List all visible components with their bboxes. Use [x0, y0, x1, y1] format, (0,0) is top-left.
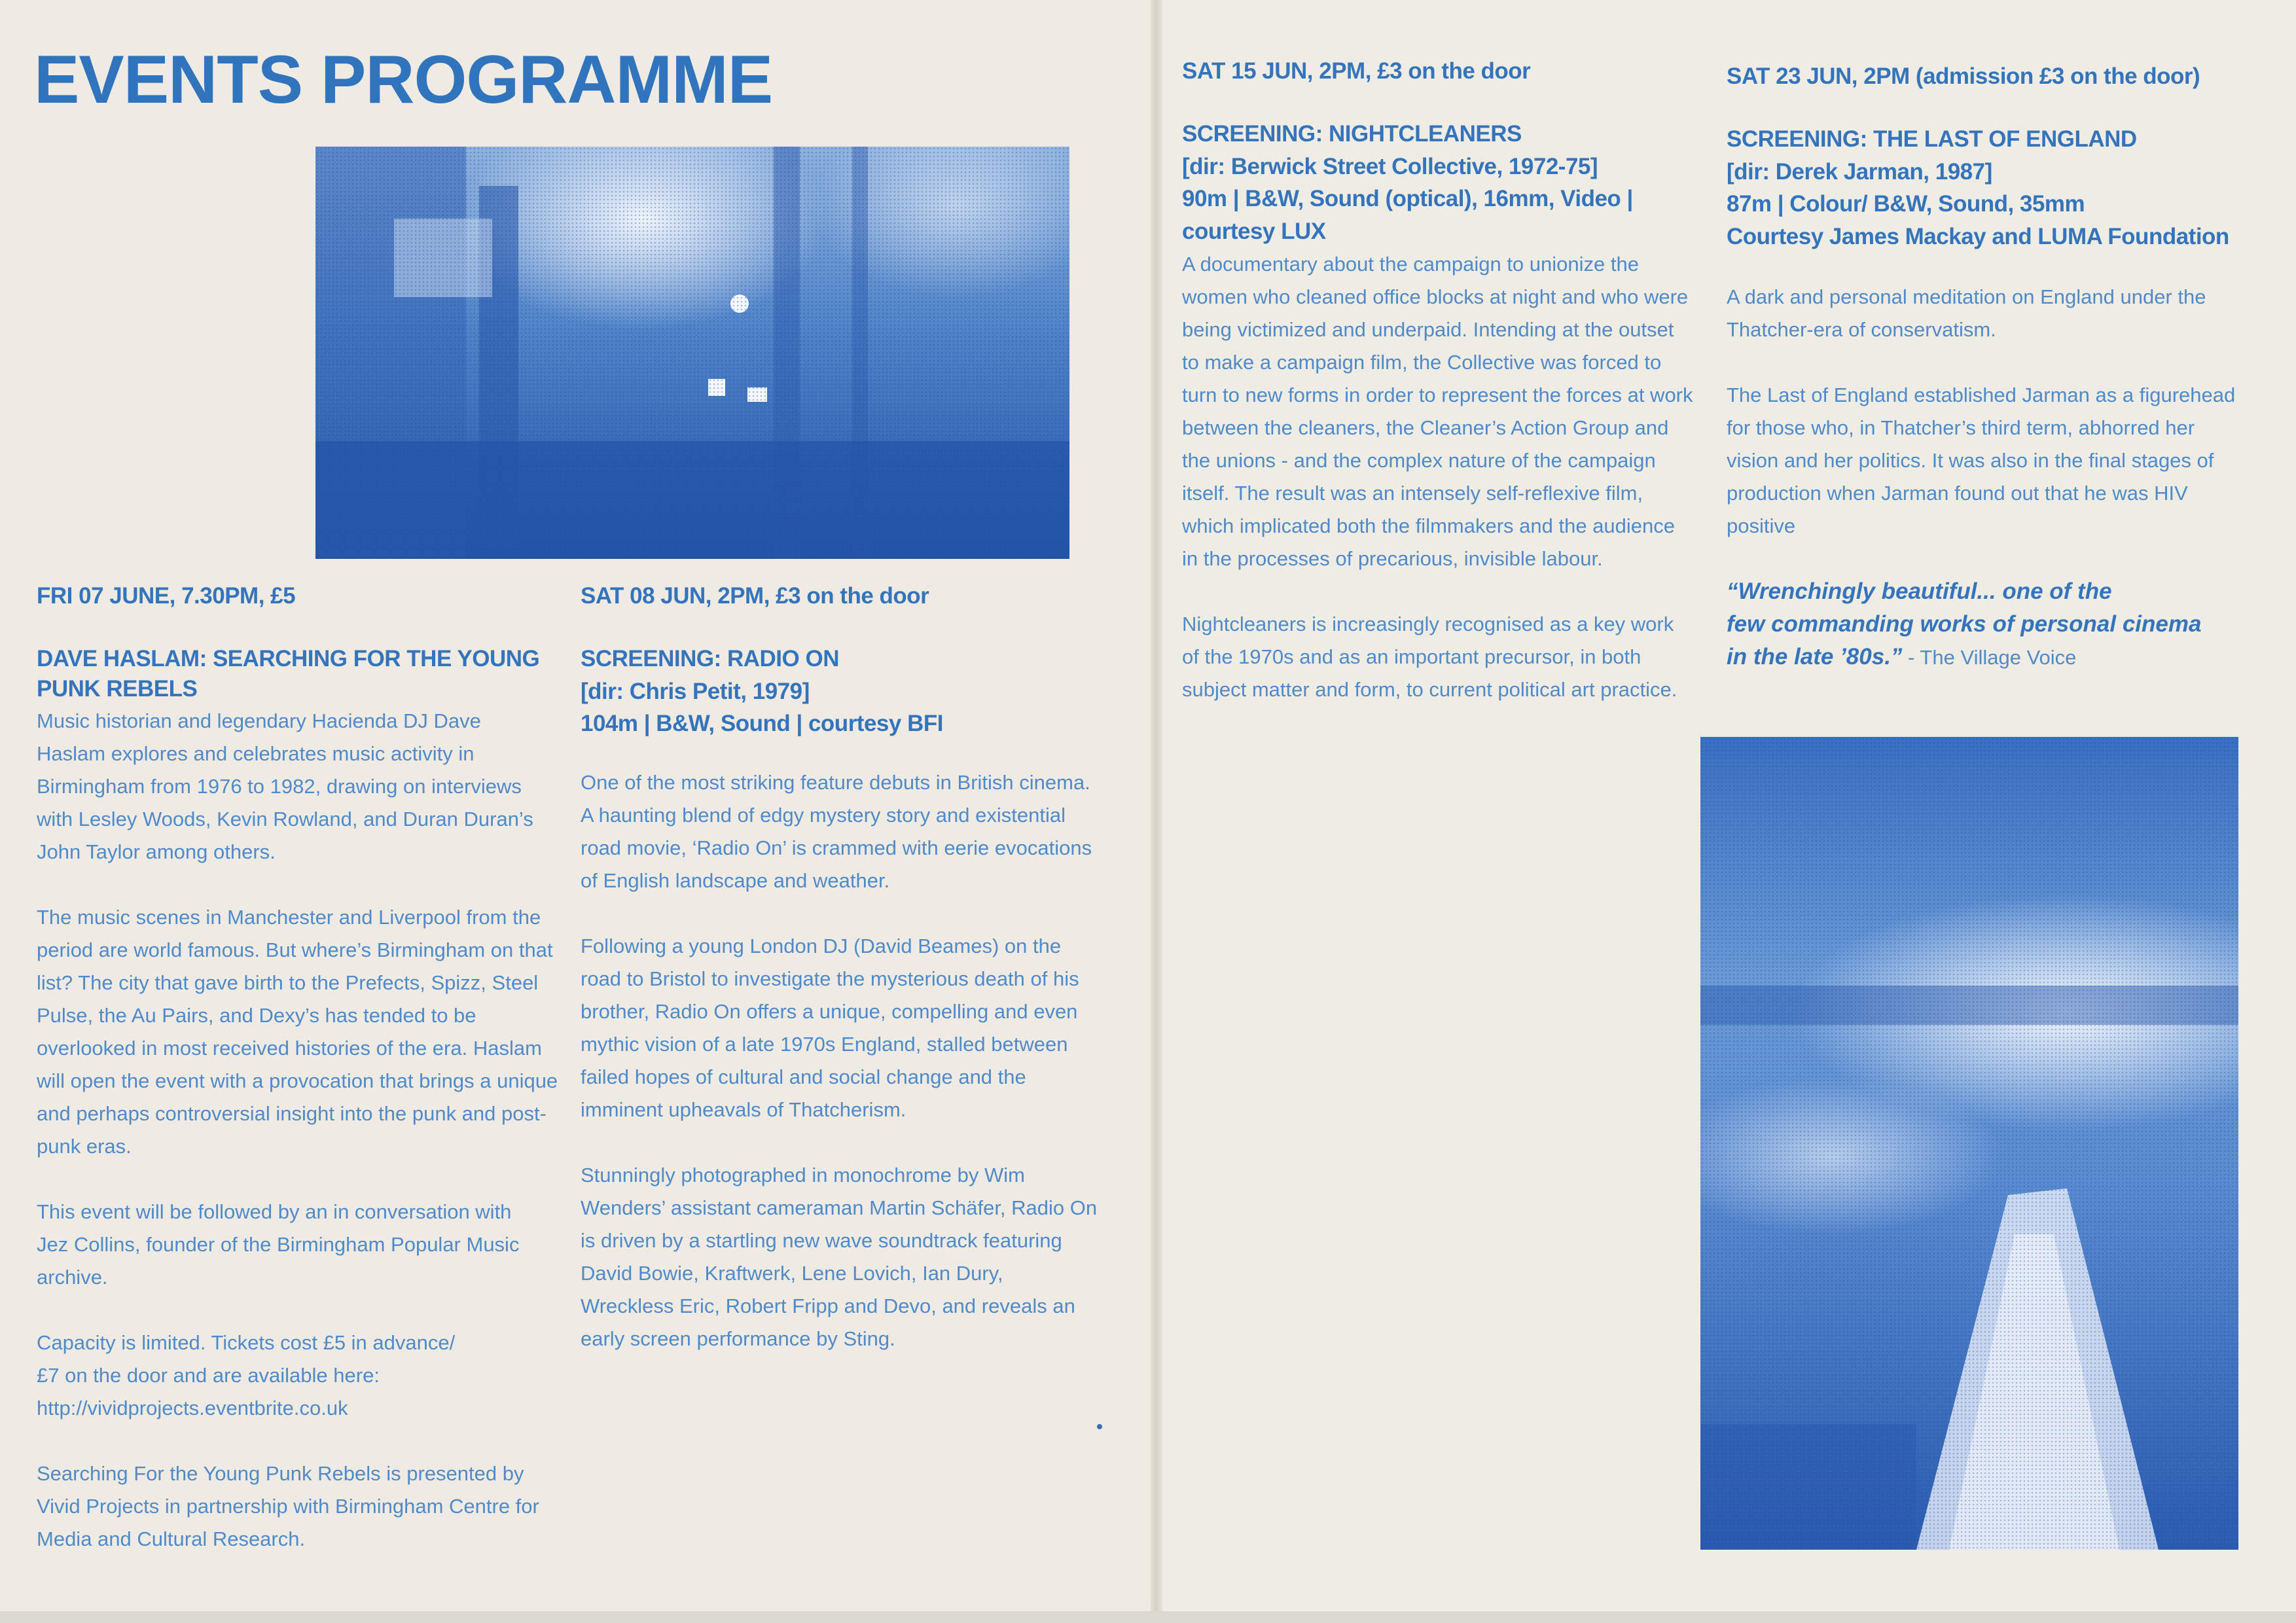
- ticket-info-line: Capacity is limited. Tickets cost £5 in advance/: [37, 1331, 456, 1355]
- ticket-url: http://vividprojects.eventbrite.co.uk: [37, 1397, 348, 1420]
- event-paragraph: Stunningly photographed in monochrome by Wim Wenders’ assistant cameraman Martin Schäfer, Radio On is driven by a startling new wave soundtrack featuring David Bowie, Kraftwerk, Lene Lovich, Ian Dury, Wreckless Eric, Robert Fripp and Devo, and reveals an early screen performance by Sting.: [581, 1164, 1098, 1351]
- event-paragraph: Following a young London DJ (David Beames) on the road to Bristol to investigate the mysterious death of his brother, Radio On offers a unique, compelling and even mythic vision of a late 1970s England, stalled between failed hopes of cultural and social change and the imminent upheavals of Thatcherism.: [581, 935, 1079, 1122]
- event-paragraph: One of the most striking feature debuts in British cinema. A haunting blend of edgy mystery story and existential road movie, ‘Radio On’ is crammed with eerie evocations of English landscape and weather.: [581, 771, 1092, 893]
- event-paragraph: Searching For the Young Punk Rebels is presented by Vivid Projects in partnership with Birmingham Centre for Media and Cultural Research.: [37, 1462, 539, 1551]
- event-heading: [1727, 123, 2263, 253]
- ticket-info-line: £7 on the door and are available here:: [37, 1364, 380, 1387]
- quote-line: few commanding works of personal cinema: [1727, 611, 2202, 637]
- last-of-england-still-photo: [1700, 737, 2238, 1550]
- event-date: SAT 15 JUN, 2PM, £3 on the door: [1182, 58, 1531, 84]
- film-details: 90m | B&W, Sound (optical), 16mm, Video |: [1182, 186, 1633, 212]
- event-paragraph: A dark and personal meditation on England under the Thatcher-era of conservatism.: [1727, 285, 2206, 341]
- event-heading: [1182, 118, 1699, 248]
- event-date: SAT 08 JUN, 2PM, £3 on the door: [581, 583, 929, 609]
- ticket-info: [37, 1327, 560, 1425]
- director-credit: [dir: Derek Jarman, 1987]: [1727, 158, 1992, 185]
- event-date: SAT 23 JUN, 2PM (admission £3 on the door): [1727, 63, 2200, 89]
- event-haslam: [37, 582, 560, 1556]
- event-paragraph: A documentary about the campaign to unionize the women who cleaned office blocks at night and who were being victimized and underpaid. Intending at the outset to make a campaign film, the Collective was forced to turn to new forms in order to represent the forces at work between the cleaners, the Cleaner’s Action Group and the unions - and the complex nature of the campaign itself. The result was an intensely self-reflexive film, which implicated both the filmmakers and the audience in the processes of precarious, invisible labour.: [1182, 252, 1693, 570]
- quote-source: - The Village Voice: [1902, 645, 2077, 669]
- event-paragraph: The music scenes in Manchester and Liverpool from the period are world famous. But where’s Birmingham on that list? The city that gave birth to the Prefects, Spizz, Steel Pulse, the Au Pairs, and Dexy’s has tended to be overlooked in most received histories of the era. Haslam will open the event with a provocation that brings a unique and perhaps controversial insight into the punk and post-punk eras.: [37, 906, 558, 1158]
- radio-on-still-photo: [315, 147, 1069, 559]
- event-nightcleaners: [1182, 58, 1699, 706]
- event-paragraph: This event will be followed by an in conversation with Jez Collins, founder of the Birmingham Popular Music archive.: [37, 1200, 520, 1289]
- event-title-line: PUNK REBELS: [37, 675, 198, 702]
- event-last-of-england: [1727, 63, 2263, 674]
- event-title-line: DAVE HASLAM: SEARCHING FOR THE YOUNG: [37, 646, 540, 671]
- scan-edge: [0, 1611, 2296, 1623]
- event-radio-on: [581, 582, 1104, 1355]
- film-details: 104m | B&W, Sound | courtesy BFI: [581, 711, 943, 737]
- screening-title: SCREENING: NIGHTCLEANERS: [1182, 121, 1522, 147]
- screening-title: SCREENING: THE LAST OF ENGLAND: [1727, 126, 2137, 152]
- event-heading: [581, 643, 1104, 740]
- director-credit: [dir: Chris Petit, 1979]: [581, 678, 810, 704]
- director-credit: [dir: Berwick Street Collective, 1972-75]: [1182, 153, 1598, 179]
- event-paragraph: Music historian and legendary Hacienda DJ Dave Haslam explores and celebrates music activity in Birmingham from 1976 to 1982, drawing on interviews with Lesley Woods, Kevin Rowland, and Duran Duran’s John Taylor among others.: [37, 709, 533, 864]
- page-title: EVENTS PROGRAMME: [34, 42, 773, 118]
- event-paragraph: Nightcleaners is increasingly recognised as a key work of the 1970s and as an important precursor, in both subject matter and form, to current political art practice.: [1182, 612, 1677, 701]
- event-title: [37, 643, 560, 705]
- screening-title: SCREENING: RADIO ON: [581, 646, 839, 671]
- film-details: 87m | Colour/ B&W, Sound, 35mm: [1727, 191, 2085, 217]
- print-speck: [1097, 1424, 1102, 1429]
- film-details: Courtesy James Mackay and LUMA Foundation: [1727, 224, 2229, 250]
- event-date: FRI 07 JUNE, 7.30PM, £5: [37, 583, 296, 609]
- press-quote: [1727, 575, 2263, 674]
- event-paragraph: The Last of England established Jarman as a figurehead for those who, in Thatcher’s third term, abhorred her vision and her politics. It was also in the final stages of production when Jarman found out that he was HIV positive: [1727, 383, 2236, 537]
- page-gutter: [1151, 0, 1162, 1611]
- film-details: courtesy LUX: [1182, 219, 1326, 245]
- quote-line: in the late ’80s.”: [1727, 643, 1903, 669]
- quote-line: “Wrenchingly beautiful... one of the: [1727, 578, 2112, 604]
